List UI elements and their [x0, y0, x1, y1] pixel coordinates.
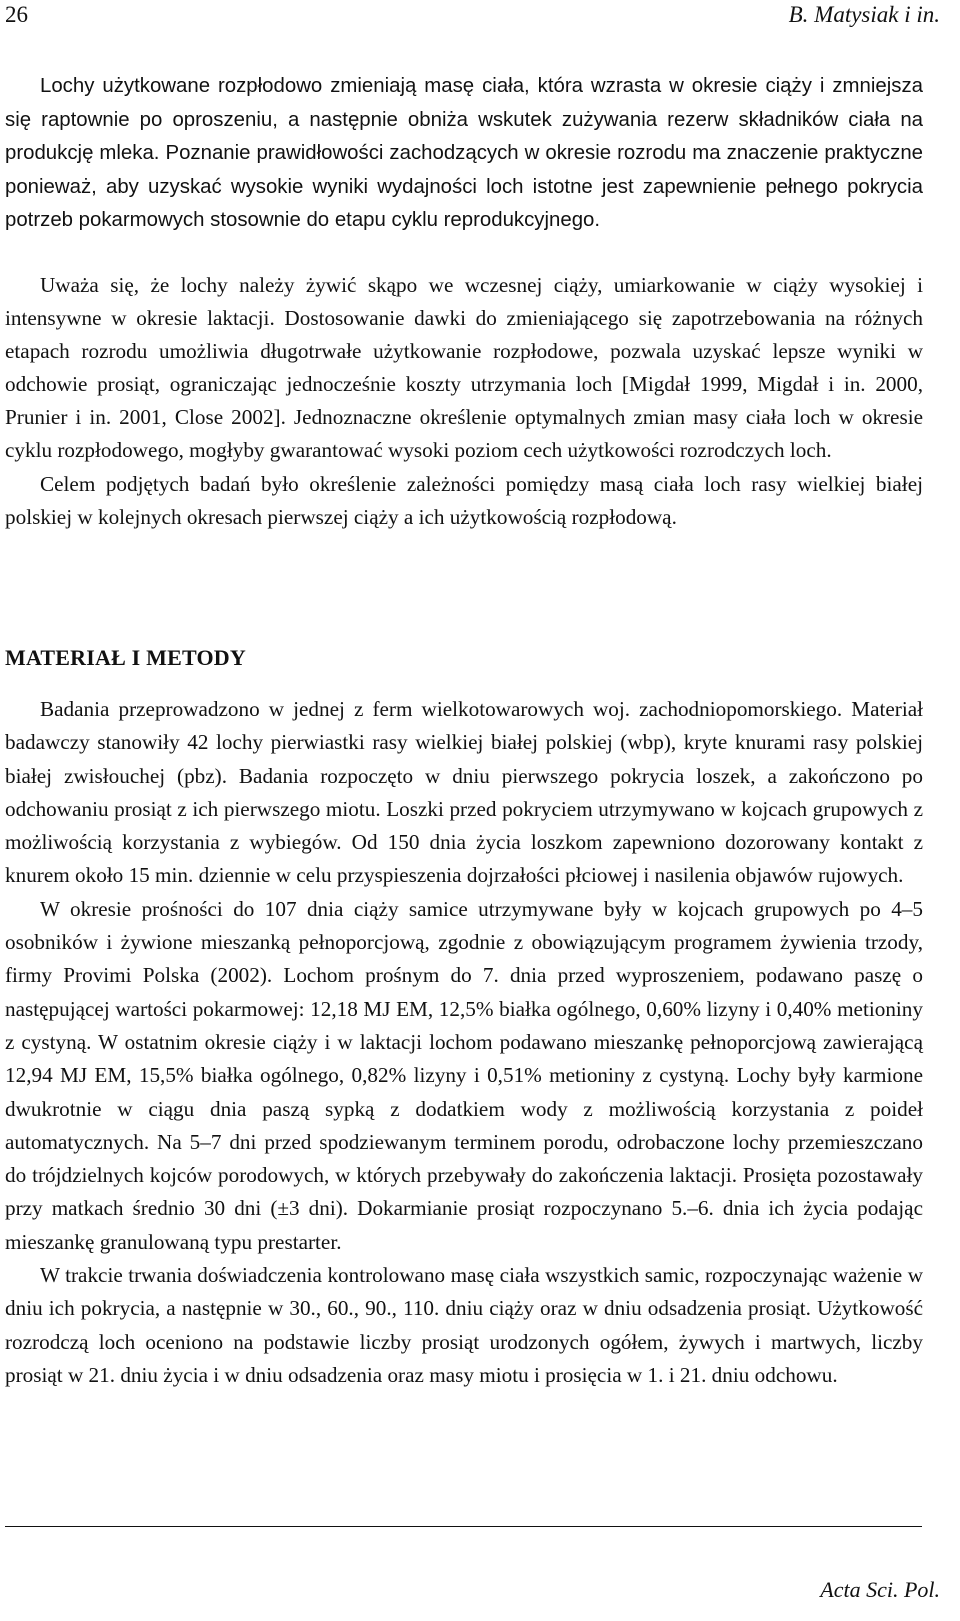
running-head-authors: B. Matysiak i in. [788, 2, 940, 27]
footer-rule [5, 1526, 922, 1527]
running-foot-journal: Acta Sci. Pol. [820, 1577, 940, 1602]
introduction-serif-block [5, 269, 923, 534]
intro-paragraph-2: Uważa się, że lochy należy żywić skąpo we wczesnej ciąży, umiarkowanie w ciąży wysokiej i intensywne w okresie laktacji. Dostosowanie dawki do zmieniającego się zapotrzebowania na różnych etapach rozrodu umożliwia długotrwałe użytkowanie rozpłodowe, pozwala uzyskać lepsze wyniki w odchowie prosiąt, ograniczając jednocześnie koszty utrzymania loch [Migdał 1999, Migdał i in. 2000, Prunier i in. 2001, Close 2002]. Jednoznaczne określenie optymalnych zmian masy ciała loch w okresie cyklu rozpłodowego, mogłyby gwarantować wysoki poziom cech użytkowości rozrodczych loch. [5, 273, 923, 463]
section-heading-methods: MATERIAŁ I METODY [5, 645, 246, 670]
page-number: 26 [5, 2, 28, 27]
methods-paragraph-3: W trakcie trwania doświadczenia kontrolowano masę ciała wszystkich samic, rozpoczynając ważenie w dniu ich pokrycia, a następnie w 30., 60., 90., 110. dniu ciąży oraz w dniu odsadzenia prosiąt. Użytkowość rozrodczą loch oceniono na podstawie liczby prosiąt urodzonych ogółem, żywych i martwych, liczby prosiąt w 21. dniu życia i w dniu odsadzenia oraz masy miotu i prosięcia w 1. i 21. dniu odchowu. [5, 1263, 923, 1387]
intro-paragraph-1: Lochy użytkowane rozpłodowo zmieniają masę ciała, która wzrasta w okresie ciąży i zmniejsza się raptownie po oproszeniu, a następnie obniża wskutek zużywania rezerw składników ciała na produkcję mleka. Poznanie prawidłowości zachodzących w okresie rozrodu ma znaczenie praktyczne ponieważ, aby uzyskać wysokie wyniki wydajności loch istotne jest zapewnienie pełnego pokrycia potrzeb pokarmowych stosownie do etapu cyklu reprodukcyjnego. [5, 75, 923, 232]
intro-paragraph-3: Celem podjętych badań było określenie zależności pomiędzy masą ciała loch rasy wielkiej białej polskiej w kolejnych okresach pierwszej ciąży a ich użytkowością rozpłodową. [5, 471, 923, 529]
introduction-sans-block [5, 70, 923, 238]
running-head [5, 2, 940, 32]
methods-paragraph-2: W okresie prośności do 107 dnia ciąży samice utrzymywane były w kojcach grupowych po 4–5 osobników i żywione mieszanką pełnoporcjową, zgodnie z obowiązującym programem żywienia trzody, firmy Provimi Polska (2002). Lochom prośnym do 7. dnia przed wyproszeniem, podawano paszę o następującej wartości pokarmowej: 12,18 MJ EM, 12,5% białka ogólnego, 0,60% lizyny i 0,40% metioniny z cystyną. W ostatnim okresie ciąży i w laktacji lochom podawano mieszankę pełnoporcjową zawierającą 12,94 MJ EM, 15,5% białka ogólnego, 0,82% lizyny i 0,51% metioniny z cystyną. Lochy były karmione dwukrotnie w ciągu dnia paszą sypką z dodatkiem wody z możliwością korzystania z poideł automatycznych. Na 5–7 dni przed spodziewanym terminem porodu, odrobaczone lochy przemieszczano do trójdzielnych kojców porodowych, w których przebywały do zakończenia laktacji. Prosięta pozostawały przy matkach średnio 30 dni (±3 dni). Dokarmianie prosiąt rozpoczynano 5.–6. dnia ich życia podając mieszankę granulowaną typu prestarter. [5, 896, 923, 1254]
methods-section [5, 693, 923, 1392]
methods-paragraph-1: Badania przeprowadzono w jednej z ferm wielkotowarowych woj. zachodniopomorskiego. Materiał badawczy stanowiły 42 lochy pierwiastki rasy wielkiej białej polskiej (wbp), kryte knurami rasy polskiej białej zwisłouchej (pbz). Badania rozpoczęto w dniu pierwszego pokrycia loszek, a zakończono po odchowaniu prosiąt z ich pierwszego miotu. Loszki przed pokryciem utrzymywano w kojcach grupowych z możliwością korzystania z wybiegów. Od 150 dnia życia loszkom zapewniono dozorowany kontakt z knurem około 15 min. dziennie w celu przyspieszenia dojrzałości płciowej i nasilenia objawów rujowych. [5, 697, 923, 888]
